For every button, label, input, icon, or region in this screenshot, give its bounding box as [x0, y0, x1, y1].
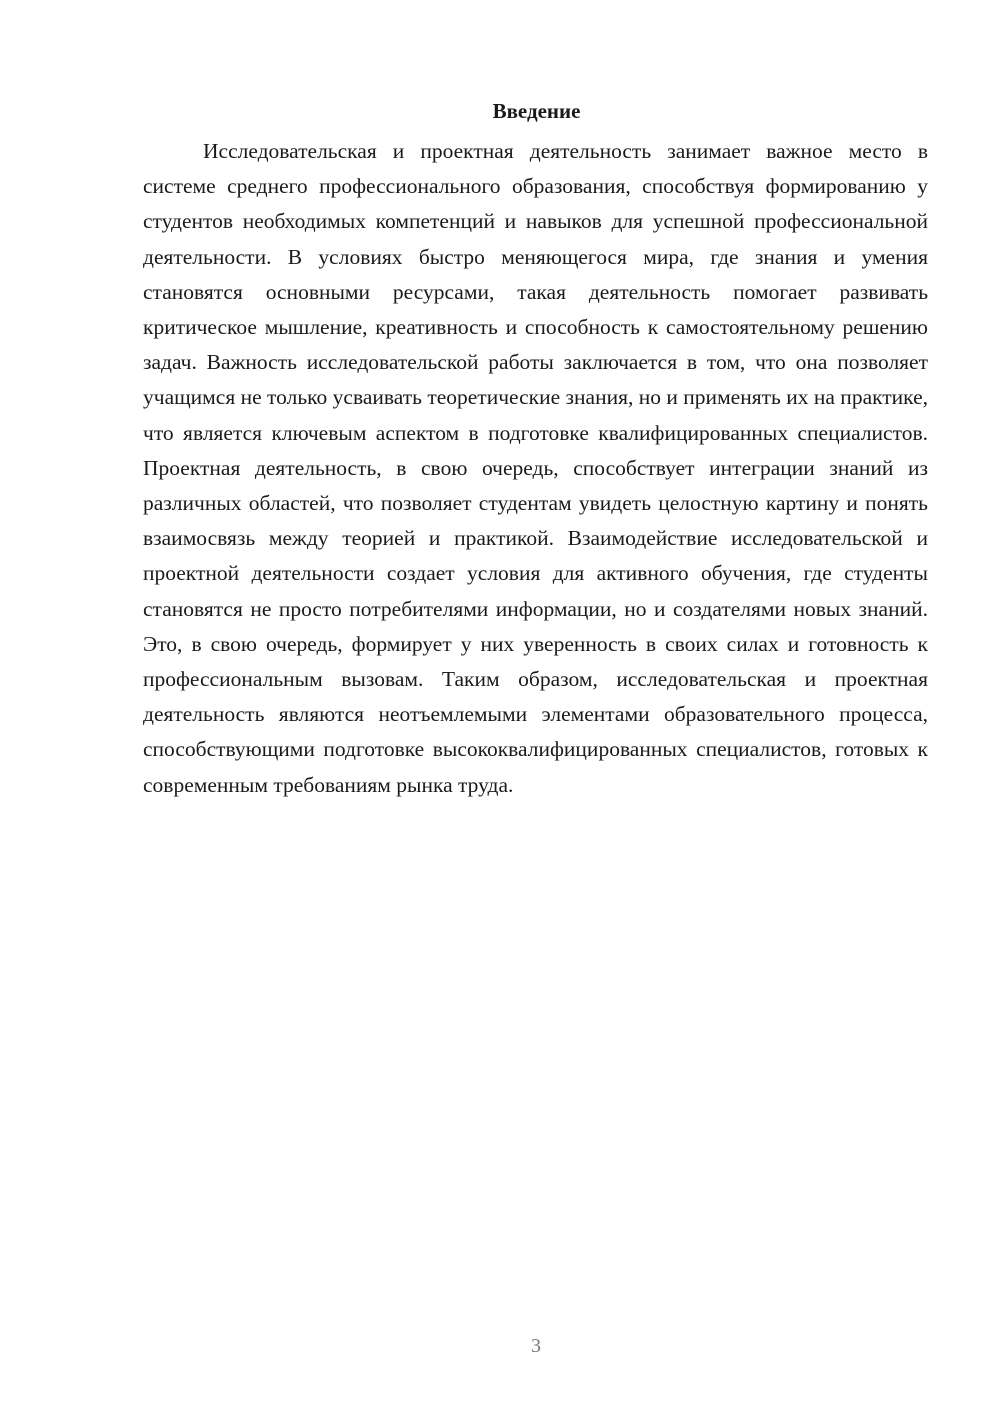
body-paragraph: Исследовательская и проектная деятельность занимает важное место в системе среднего профессионального образования, способствуя формированию у студентов необходимых компетенций и навыков для успешной профессиональной деятельности. В условиях быстро меняющегося мира, где знания и умения становятся основными ресурсами, такая деятельность помогает развивать критическое мышление, креативность и способность к самостоятельному решению задач. Важность исследовательской работы заключается в том, что она позволяет учащимся не только усваивать теоретические знания, но и применять их на практике, что является ключевым аспектом в подготовке квалифицированных специалистов. Проектная деятельность, в свою очередь, способствует интеграции знаний из различных областей, что позволяет студентам увидеть целостную картину и понять взаимосвязь между теорией и практикой. Взаимодействие исследовательской и проектной деятельности создает условия для активного обучения, где студенты становятся не просто потребителями информации, но и создателями новых знаний. Это, в свою очередь, формирует у них уверенность в своих силах и готовность к профессиональным вызовам. Таким образом, исследовательская и проектная деятельность являются неотъемлемыми элементами образовательного процесса, способствующими подготовке высококвалифицированных специалистов, готовых к современным требованиям рынка труда.: [143, 139, 928, 797]
page-content: [143, 96, 928, 803]
section-heading: Введение: [492, 99, 581, 123]
page-number: 3: [531, 1335, 541, 1357]
